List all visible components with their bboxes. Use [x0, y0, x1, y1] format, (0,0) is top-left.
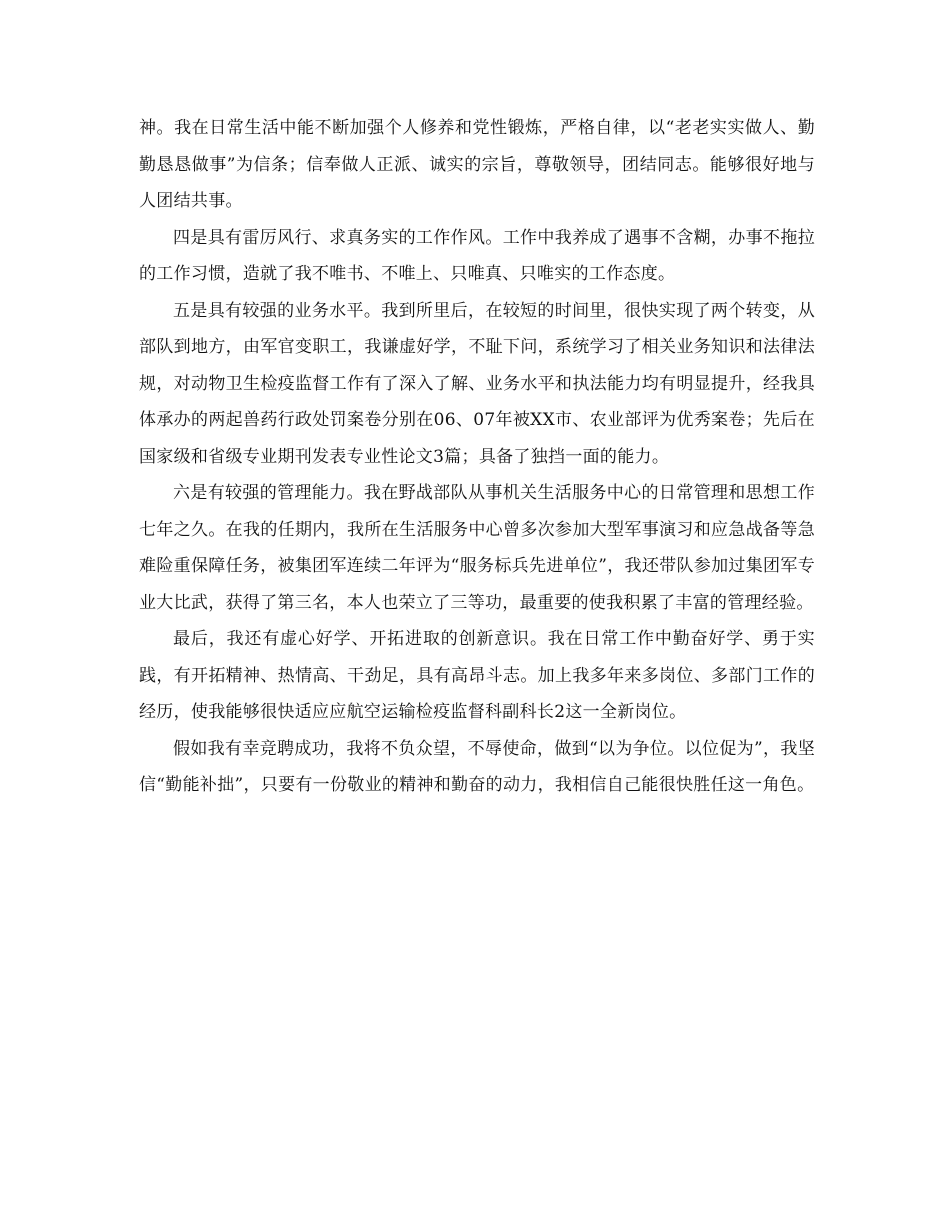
paragraph-continuation: 神。我在日常生活中能不断加强个人修养和党性锻炼，严格自律，以“老老实实做人、勤勤恳恳做事”为信条；信奉做人正派、诚实的宗旨，尊敬领导，团结同志。能够很好地与人团结共事。 — [139, 118, 815, 211]
paragraph-work-style: 四是具有雷厉风行、求真务实的工作作风。工作中我养成了遇事不含糊，办事不拖拉的工作习惯，造就了我不唯书、不唯上、只唯真、只唯实的工作态度。 — [139, 227, 815, 284]
paragraph-management-ability: 六是有较强的管理能力。我在野战部队从事机关生活服务中心的日常管理和思想工作七年之久。在我的任期内，我所在生活服务中心曾多次参加大型军事演习和应急战备等急难险重保障任务，被集团军连续二年评为“服务标兵先进单位”，我还带队参加过集团军专业大比武，获得了第三名，本人也荣立了三等功，最重要的使我积累了丰富的管理经验。 — [139, 483, 815, 613]
document-body — [139, 110, 815, 804]
paragraph-innovation: 最后，我还有虚心好学、开拓进取的创新意识。我在日常工作中勤奋好学、勇于实践，有开拓精神、热情高、干劲足，具有高昂斗志。加上我多年来多岗位、多部门工作的经历，使我能够很快适应应航空运输检疫监督科副科长2这一全新岗位。 — [139, 629, 815, 722]
paragraph-conclusion: 假如我有幸竞聘成功，我将不负众望，不辱使命，做到“以为争位。以位促为”，我坚信“勤能补拙”，只要有一份敬业的精神和勤奋的动力，我相信自己能很快胜任这一角色。 — [139, 738, 815, 795]
paragraph-business-level: 五是具有较强的业务水平。我到所里后，在较短的时间里，很快实现了两个转变，从部队到地方，由军官变职工，我谦虚好学，不耻下问，系统学习了相关业务知识和法律法规，对动物卫生检疫监督工作有了深入了解、业务水平和执法能力均有明显提升，经我具体承办的两起兽药行政处罚案卷分别在06、07年被XX市、农业部评为优秀案卷；先后在国家级和省级专业期刊发表专业性论文3篇；具备了独挡一面的能力。 — [139, 300, 815, 467]
